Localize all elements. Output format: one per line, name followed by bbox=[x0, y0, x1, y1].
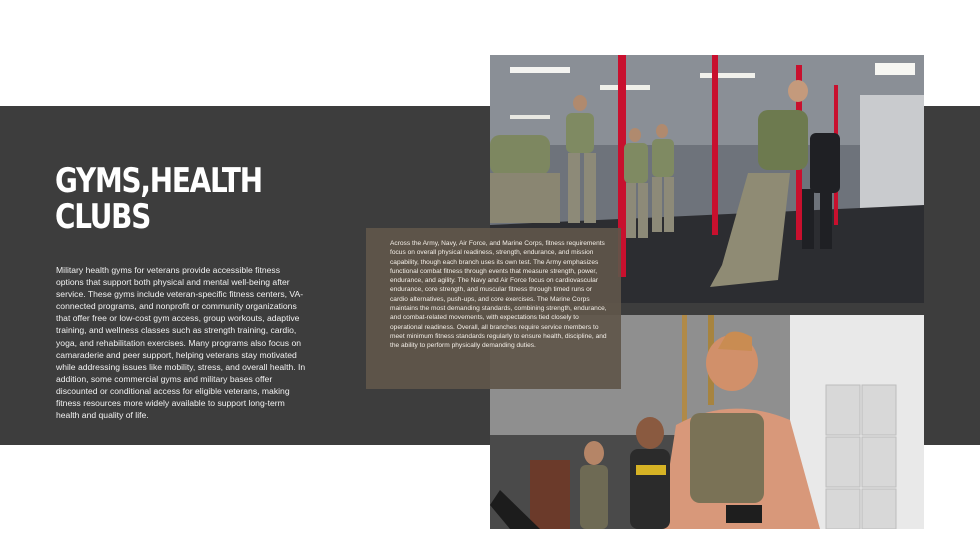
fitness-requirements-caption-box bbox=[366, 228, 621, 389]
fitness-requirements-text: Across the Army, Navy, Air Force, and Marine Corps, fitness requirements focus on overall physical readiness, strength, endurance, and mission capability, though each branch uses its own test. The Army emphasizes functional combat fitness through events that measure strength, power, endurance, and agility. The Navy and Air Force focus on cardiovascular endurance, core strength, and muscular fitness through timed runs or cardio alternatives, push-ups, and core exercises. The Marine Corps maintains the most demanding standards, combining strength, endurance, and combat-related movements, with expectations tied closely to operational readiness. Overall, all branches require service members to meet minimum fitness standards regularly to ensure health, discipline, and the ability to perform physically demanding duties. bbox=[390, 240, 607, 350]
section-title: GYMS,HEALTH CLUBS bbox=[55, 161, 262, 237]
section-body-text: Military health gyms for veterans provide accessible fitness options that support both physical and mental well-being after service. These gyms include veteran-specific fitness centers, VA-connected programs, and nonprofit or community organizations that offer free or low-cost gym access, group workouts, adaptive training, and wellness classes such as strength training, cardio, yoga, and rehabilitation exercises. Many programs also focus on camaraderie and peer support, helping veterans stay motivated while addressing issues like mobility, stress, and overall health. In addition, some commercial gyms and military bases offer discounted or conditional access for eligible veterans, making fitness resources more widely available to support long-term health and quality of life. bbox=[56, 265, 306, 421]
